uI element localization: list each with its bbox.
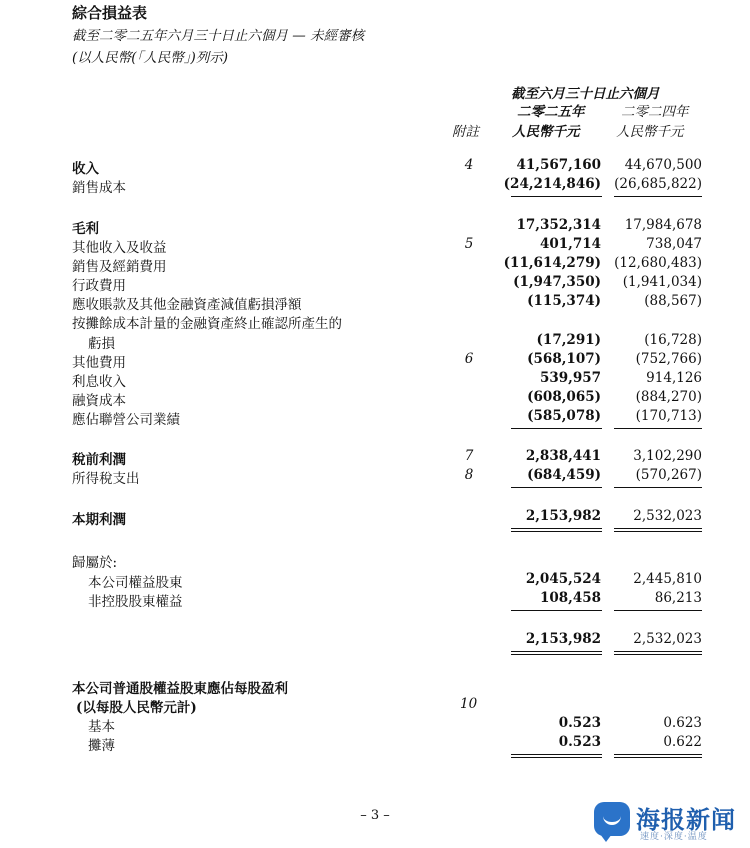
row-label-income-tax: 所得稅支出 <box>72 471 140 487</box>
row-value-2024-admin-expenses: (1,941,034) <box>622 274 702 290</box>
total-rule <box>511 754 602 755</box>
row-label-other-expenses: 其他費用 <box>72 355 126 371</box>
column-header-unit-2025: 人民幣千元 <box>512 124 580 140</box>
row-value-2025-selling-expenses: (11,614,279) <box>503 255 601 271</box>
row-label-admin-expenses: 行政費用 <box>72 278 126 294</box>
row-value-2025-equity-shareholders: 2,045,524 <box>525 571 601 587</box>
row-value-2024-diluted: 0.622 <box>663 734 702 750</box>
total-rule <box>614 754 702 755</box>
row-value-2025-impairment-losses: (115,374) <box>527 293 601 309</box>
row-value-2024-basic: 0.623 <box>663 715 702 731</box>
total-rule <box>511 757 602 758</box>
row-value-2024-impairment-losses: (88,567) <box>644 293 702 309</box>
row-value-2025-income-tax: (684,459) <box>527 467 601 483</box>
row-value-2025-basic: 0.523 <box>558 715 601 731</box>
speech-bubble-icon <box>594 802 630 836</box>
row-note-other-income: 5 <box>464 236 474 252</box>
row-value-2024-derecognition-loss: (16,728) <box>644 332 702 348</box>
row-value-2024-income-tax: (570,267) <box>635 467 702 483</box>
statement-title: 綜合損益表 <box>72 4 148 22</box>
subtotal-rule <box>511 487 602 488</box>
row-label-revenue: 收入 <box>72 161 99 177</box>
row-label-impairment-losses: 應收賬款及其他金融資產減值虧損淨額 <box>72 297 302 313</box>
subtotal-rule <box>614 428 702 429</box>
row-label-derecognition-loss-line1: 按攤餘成本計量的金融資產終止確認所產生的 <box>72 316 342 332</box>
row-value-2025-total-attributable: 2,153,982 <box>525 631 601 647</box>
row-value-2024-finance-costs: (884,270) <box>635 389 702 405</box>
column-header-unit-2024: 人民幣千元 <box>616 124 684 140</box>
statement-subtitle-currency: (以人民幣(「人民幣」)列示) <box>72 50 229 66</box>
total-rule <box>511 531 602 532</box>
subtotal-rule <box>614 196 702 197</box>
row-label-attributable-to: 歸屬於: <box>72 555 118 571</box>
row-label-eps-heading: 本公司普通股權益股東應佔每股盈利 <box>72 681 288 697</box>
total-rule <box>614 654 702 655</box>
total-rule <box>511 528 602 529</box>
logo-text: 海报新闻 <box>636 806 736 834</box>
statement-subtitle-period: 截至二零二五年六月三十日止六個月 — 未經審核 <box>72 28 365 44</box>
subtotal-rule <box>614 610 702 611</box>
subtotal-rule <box>511 196 602 197</box>
row-note-revenue: 4 <box>464 157 474 173</box>
row-label-profit-before-tax: 稅前利潤 <box>72 452 126 468</box>
column-header-2025: 二零二五年 <box>517 104 585 120</box>
row-label-interest-income: 利息收入 <box>72 374 126 390</box>
row-value-2025-cost-of-sales: (24,214,846) <box>503 176 601 192</box>
row-note-income-tax: 8 <box>464 467 474 483</box>
row-value-2024-profit-for-period: 2,532,023 <box>633 508 702 524</box>
row-label-eps-unit: (以每股人民幣元計) <box>76 700 197 716</box>
row-label-finance-costs: 融資成本 <box>72 393 126 409</box>
column-header-period: 截至六月三十日止六個月 <box>511 86 660 102</box>
row-value-2024-interest-income: 914,126 <box>646 370 702 386</box>
row-value-2025-gross-profit: 17,352,314 <box>516 217 601 233</box>
row-value-2025-interest-income: 539,957 <box>539 370 601 386</box>
total-rule <box>614 528 702 529</box>
row-value-2024-total-attributable: 2,532,023 <box>633 631 702 647</box>
row-value-2024-associates-results: (170,713) <box>635 408 702 424</box>
row-value-2025-non-controlling: 108,458 <box>539 590 601 606</box>
subtotal-rule <box>614 487 702 488</box>
row-value-2025-diluted: 0.523 <box>558 734 601 750</box>
row-label-basic: 基本 <box>88 719 115 735</box>
logo-tagline: 速度·深度·温度 <box>640 832 708 842</box>
column-header-2024: 二零二四年 <box>621 104 689 120</box>
row-value-2024-gross-profit: 17,984,678 <box>624 217 702 233</box>
row-label-derecognition-loss-line2: 虧損 <box>88 336 115 352</box>
row-value-2024-cost-of-sales: (26,685,822) <box>614 176 702 192</box>
row-label-other-income: 其他收入及收益 <box>72 240 167 256</box>
column-header-note: 附註 <box>452 124 479 140</box>
row-value-2025-finance-costs: (608,065) <box>527 389 601 405</box>
row-value-2024-selling-expenses: (12,680,483) <box>614 255 702 271</box>
row-label-gross-profit: 毛利 <box>72 221 99 237</box>
row-value-2025-profit-before-tax: 2,838,441 <box>525 448 601 464</box>
row-value-2025-associates-results: (585,078) <box>527 408 601 424</box>
row-label-associates-results: 應佔聯營公司業績 <box>72 412 180 428</box>
row-value-2025-other-income: 401,714 <box>539 236 601 252</box>
row-label-profit-for-period: 本期利潤 <box>72 512 126 528</box>
row-value-2024-other-income: 738,047 <box>646 236 702 252</box>
row-label-non-controlling: 非控股股東權益 <box>88 594 183 610</box>
row-value-2025-revenue: 41,567,160 <box>516 157 601 173</box>
subtotal-rule <box>511 610 602 611</box>
row-label-diluted: 攤薄 <box>88 738 115 754</box>
total-rule <box>511 651 602 652</box>
total-rule <box>614 651 702 652</box>
row-value-2025-other-expenses: (568,107) <box>527 351 601 367</box>
row-value-2024-equity-shareholders: 2,445,810 <box>633 571 702 587</box>
watermark-logo <box>594 800 744 842</box>
total-rule <box>614 531 702 532</box>
subtotal-rule <box>511 428 602 429</box>
row-value-2024-profit-before-tax: 3,102,290 <box>633 448 702 464</box>
row-label-cost-of-sales: 銷售成本 <box>72 180 126 196</box>
page-number: – 3 – <box>360 808 390 823</box>
total-rule <box>511 654 602 655</box>
row-label-equity-shareholders: 本公司權益股東 <box>88 575 183 591</box>
row-value-2025-derecognition-loss: (17,291) <box>536 332 601 348</box>
total-rule <box>614 757 702 758</box>
row-note-profit-before-tax: 7 <box>464 448 474 464</box>
row-value-2024-non-controlling: 86,213 <box>654 590 702 606</box>
row-value-2024-revenue: 44,670,500 <box>624 157 702 173</box>
row-value-2025-profit-for-period: 2,153,982 <box>525 508 601 524</box>
row-note-eps: 10 <box>460 696 478 712</box>
row-value-2024-other-expenses: (752,766) <box>635 351 702 367</box>
row-note-other-expenses: 6 <box>464 351 474 367</box>
row-label-selling-expenses: 銷售及經銷費用 <box>72 259 167 275</box>
row-value-2025-admin-expenses: (1,947,350) <box>513 274 601 290</box>
